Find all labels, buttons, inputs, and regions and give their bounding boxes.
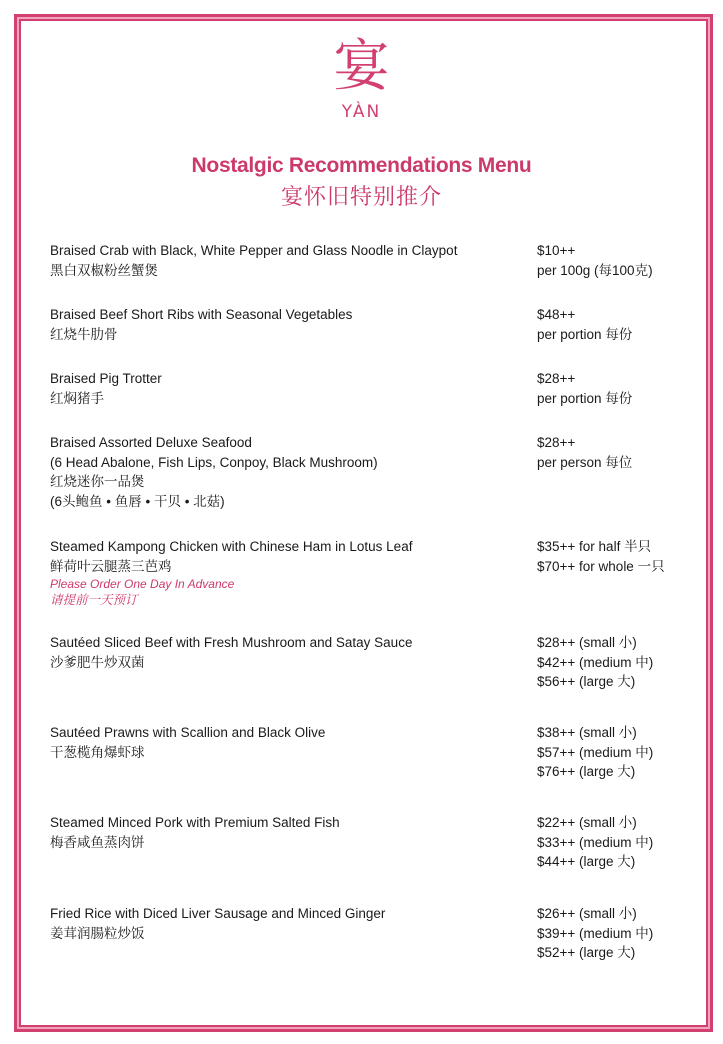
price-line: $22++ (small 小) (537, 815, 637, 830)
dish-name-chinese: 黑白双椒粉丝蟹煲 (50, 262, 158, 278)
dish-name (50, 369, 525, 408)
dish-price (537, 369, 707, 408)
dish-price (537, 241, 707, 280)
advance-order-note: Please Order One Day In Advance (50, 577, 235, 591)
price-line: $70++ for whole 一只 (537, 558, 665, 574)
dish-name-english: Steamed Kampong Chicken with Chinese Ham in Lotus Leaf (50, 539, 413, 554)
dish-name-chinese: 干葱榄角爆虾球 (50, 744, 145, 760)
dish-price (537, 433, 707, 472)
dish-name (50, 904, 525, 943)
dish-name-english: Braised Crab with Black, White Pepper and Glass Noodle in Claypot (50, 243, 458, 258)
price-line: $48++ (537, 307, 576, 322)
dish-name-english: Sautéed Sliced Beef with Fresh Mushroom and Satay Sauce (50, 635, 413, 650)
dish-name-chinese: 梅香咸鱼蒸肉饼 (50, 834, 145, 850)
dish-price (537, 813, 707, 872)
restaurant-logo (0, 34, 723, 122)
dish-price (537, 904, 707, 963)
price-line: $76++ (large 大) (537, 764, 636, 779)
dish-price (537, 537, 707, 576)
dish-name (50, 537, 525, 608)
dish-price (537, 723, 707, 782)
price-line: $28++ (537, 435, 576, 450)
menu-title-chinese: 宴怀旧特别推介 (280, 184, 442, 209)
price-line: $56++ (large 大) (537, 674, 636, 689)
dish-name-chinese: 红烧牛肋骨 (50, 326, 118, 342)
price-line: $38++ (small 小) (537, 725, 637, 740)
dish-name-english: Braised Assorted Deluxe Seafood (50, 435, 252, 450)
price-line: $33++ (medium 中) (537, 834, 654, 850)
dish-name-chinese: 沙爹肥牛炒双菌 (50, 654, 145, 670)
advance-order-note-chinese: 请提前一天预订 (50, 593, 138, 607)
price-line: $10++ (537, 243, 576, 258)
menu-title: Nostalgic Recommendations Menu (191, 154, 532, 177)
dish-description-chinese: (6头鲍鱼 • 鱼唇 • 干贝 • 北菇) (50, 493, 225, 509)
price-line: $57++ (medium 中) (537, 744, 654, 760)
dish-name (50, 241, 525, 280)
price-line: $28++ (537, 371, 576, 386)
logo-wordmark: YÀN (341, 102, 382, 122)
dish-name-english: Steamed Minced Pork with Premium Salted Fish (50, 815, 340, 830)
dish-name-english: Braised Pig Trotter (50, 371, 162, 386)
price-line: $28++ (small 小) (537, 635, 637, 650)
dish-name (50, 433, 525, 511)
dish-name (50, 305, 525, 344)
dish-name-chinese: 红烧迷你一品煲 (50, 474, 145, 489)
dish-description-english: (6 Head Abalone, Fish Lips, Conpoy, Black Mushroom) (50, 454, 378, 470)
price-line: per portion 每份 (537, 390, 633, 406)
dish-name-chinese: 红焖猪手 (50, 390, 104, 406)
price-line: $52++ (large 大) (537, 945, 636, 960)
price-line: $42++ (medium 中) (537, 654, 654, 670)
dish-name (50, 723, 525, 762)
price-line: $44++ (large 大) (537, 854, 636, 869)
dish-name-english: Braised Beef Short Ribs with Seasonal Vegetables (50, 307, 353, 322)
dish-name (50, 633, 525, 672)
dish-name-english: Fried Rice with Diced Liver Sausage and Minced Ginger (50, 906, 386, 921)
dish-price (537, 633, 707, 692)
price-line: $26++ (small 小) (537, 906, 637, 921)
dish-name-english: Sautéed Prawns with Scallion and Black Olive (50, 725, 326, 740)
price-line: per 100g (每100克) (537, 262, 653, 278)
dish-price (537, 305, 707, 344)
dish-name-chinese: 姜茸润腸粒炒饭 (50, 925, 145, 941)
logo-character: 宴 (333, 34, 390, 99)
price-line: per person 每位 (537, 454, 633, 470)
price-line: $35++ for half 半只 (537, 539, 652, 554)
dish-name-chinese: 鲜荷叶云腿蒸三芭鸡 (50, 558, 172, 574)
price-line: per portion 每份 (537, 326, 633, 342)
dish-name (50, 813, 525, 852)
price-line: $39++ (medium 中) (537, 925, 654, 941)
